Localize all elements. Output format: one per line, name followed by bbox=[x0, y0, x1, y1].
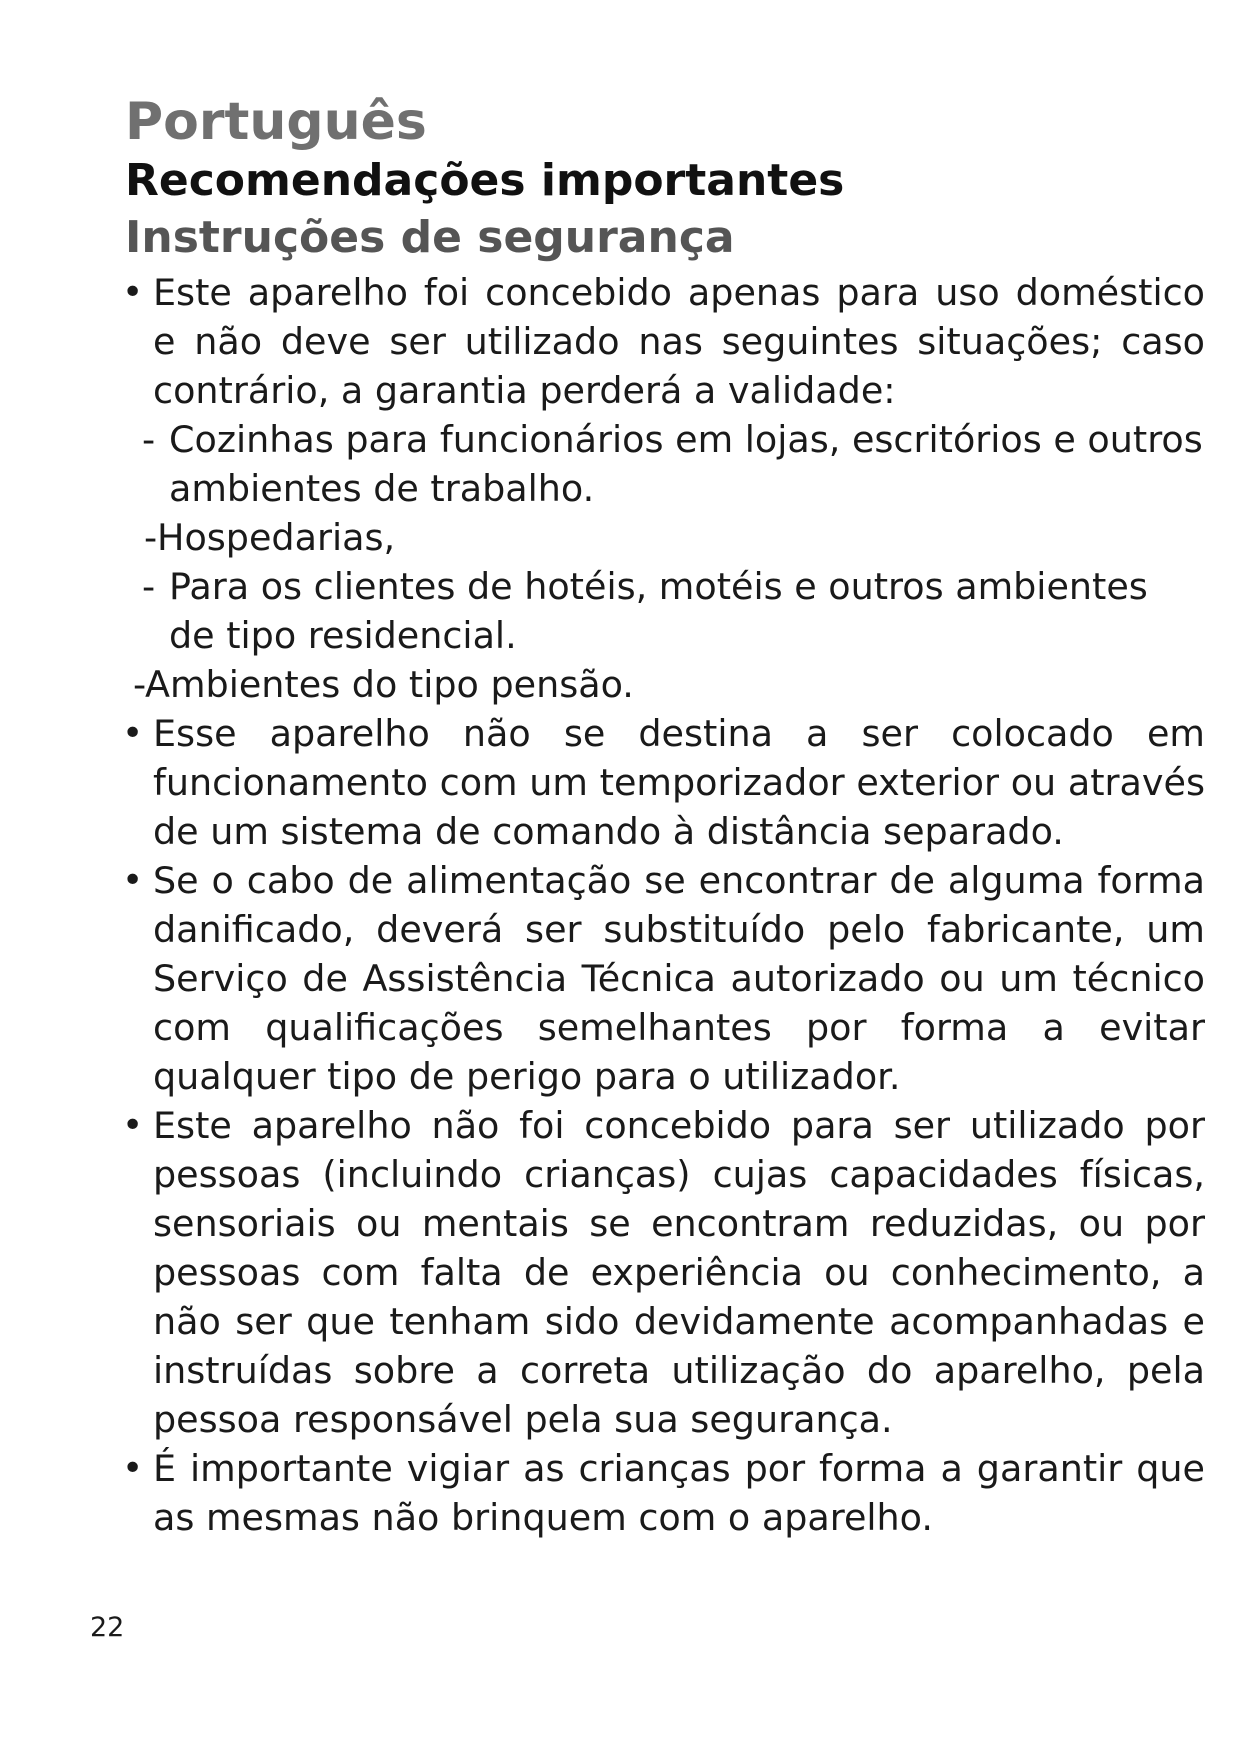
dash-icon: - bbox=[142, 418, 156, 461]
sub-list-item bbox=[125, 562, 1205, 660]
sub-list-item-text: Cozinhas para funcionários em lojas, escritórios e outros ambientes de trabalho. bbox=[169, 418, 1203, 510]
list-item bbox=[122, 709, 1205, 856]
sub-list-item bbox=[125, 415, 1205, 513]
section-subtitle: Instruções de segurança bbox=[125, 212, 735, 263]
bullet-icon: • bbox=[122, 860, 144, 901]
sub-list-item bbox=[125, 513, 1205, 562]
section-title: Recomendações importantes bbox=[125, 155, 845, 206]
bullet-icon: • bbox=[122, 1448, 144, 1489]
sub-list-item bbox=[125, 660, 1205, 709]
list-item bbox=[122, 856, 1205, 1101]
list-item bbox=[122, 1444, 1205, 1542]
list-item-text: Esse aparelho não se destina a ser colocado em funcionamento com um temporizador exterior ou através de um sistema de comando à distância separado. bbox=[153, 712, 1205, 853]
sub-list-item-text: Ambientes do tipo pensão. bbox=[145, 663, 634, 706]
bullet-icon: • bbox=[122, 713, 144, 754]
page-number: 22 bbox=[90, 1612, 125, 1643]
bullet-icon: • bbox=[122, 272, 144, 313]
bullet-icon: • bbox=[122, 1105, 144, 1146]
sub-list-item-text: Para os clientes de hotéis, motéis e outros ambientes de tipo residencial. bbox=[169, 565, 1148, 657]
list-item-text: Este aparelho não foi concebido para ser utilizado por pessoas (incluindo crianças) cujas capacidades físicas, sensoriais ou mentais se encontram reduzidas, ou por pessoas com falta de experiência ou conhecimento, a não ser que tenham sido devidamente acompanhadas e instruídas sobre a correta utilização do aparelho, pela pessoa responsável pela sua segurança. bbox=[153, 1104, 1205, 1441]
list-item-text: Este aparelho foi concebido apenas para uso doméstico e não deve ser utilizado nas seguintes situações; caso contrário, a garantia perderá a validade: bbox=[153, 271, 1205, 412]
language-heading: Português bbox=[125, 92, 427, 152]
page-content bbox=[122, 92, 1205, 1542]
dash-icon: - bbox=[142, 565, 156, 608]
list-item bbox=[122, 268, 1205, 415]
list-item-text: É importante vigiar as crianças por forma a garantir que as mesmas não brinquem com o aparelho. bbox=[153, 1447, 1205, 1539]
dash-icon: - bbox=[133, 663, 147, 706]
list-item-text: Se o cabo de alimentação se encontrar de alguma forma danificado, deverá ser substituído pelo fabricante, um Serviço de Assistência Técnica autorizado ou um técnico com qualificações semelhantes por forma a evitar qualquer tipo de perigo para o utilizador. bbox=[153, 859, 1205, 1098]
sub-list-item-text: Hospedarias, bbox=[157, 516, 396, 559]
dash-icon: - bbox=[144, 516, 158, 559]
instructions-list bbox=[122, 268, 1205, 1542]
list-item bbox=[122, 1101, 1205, 1444]
